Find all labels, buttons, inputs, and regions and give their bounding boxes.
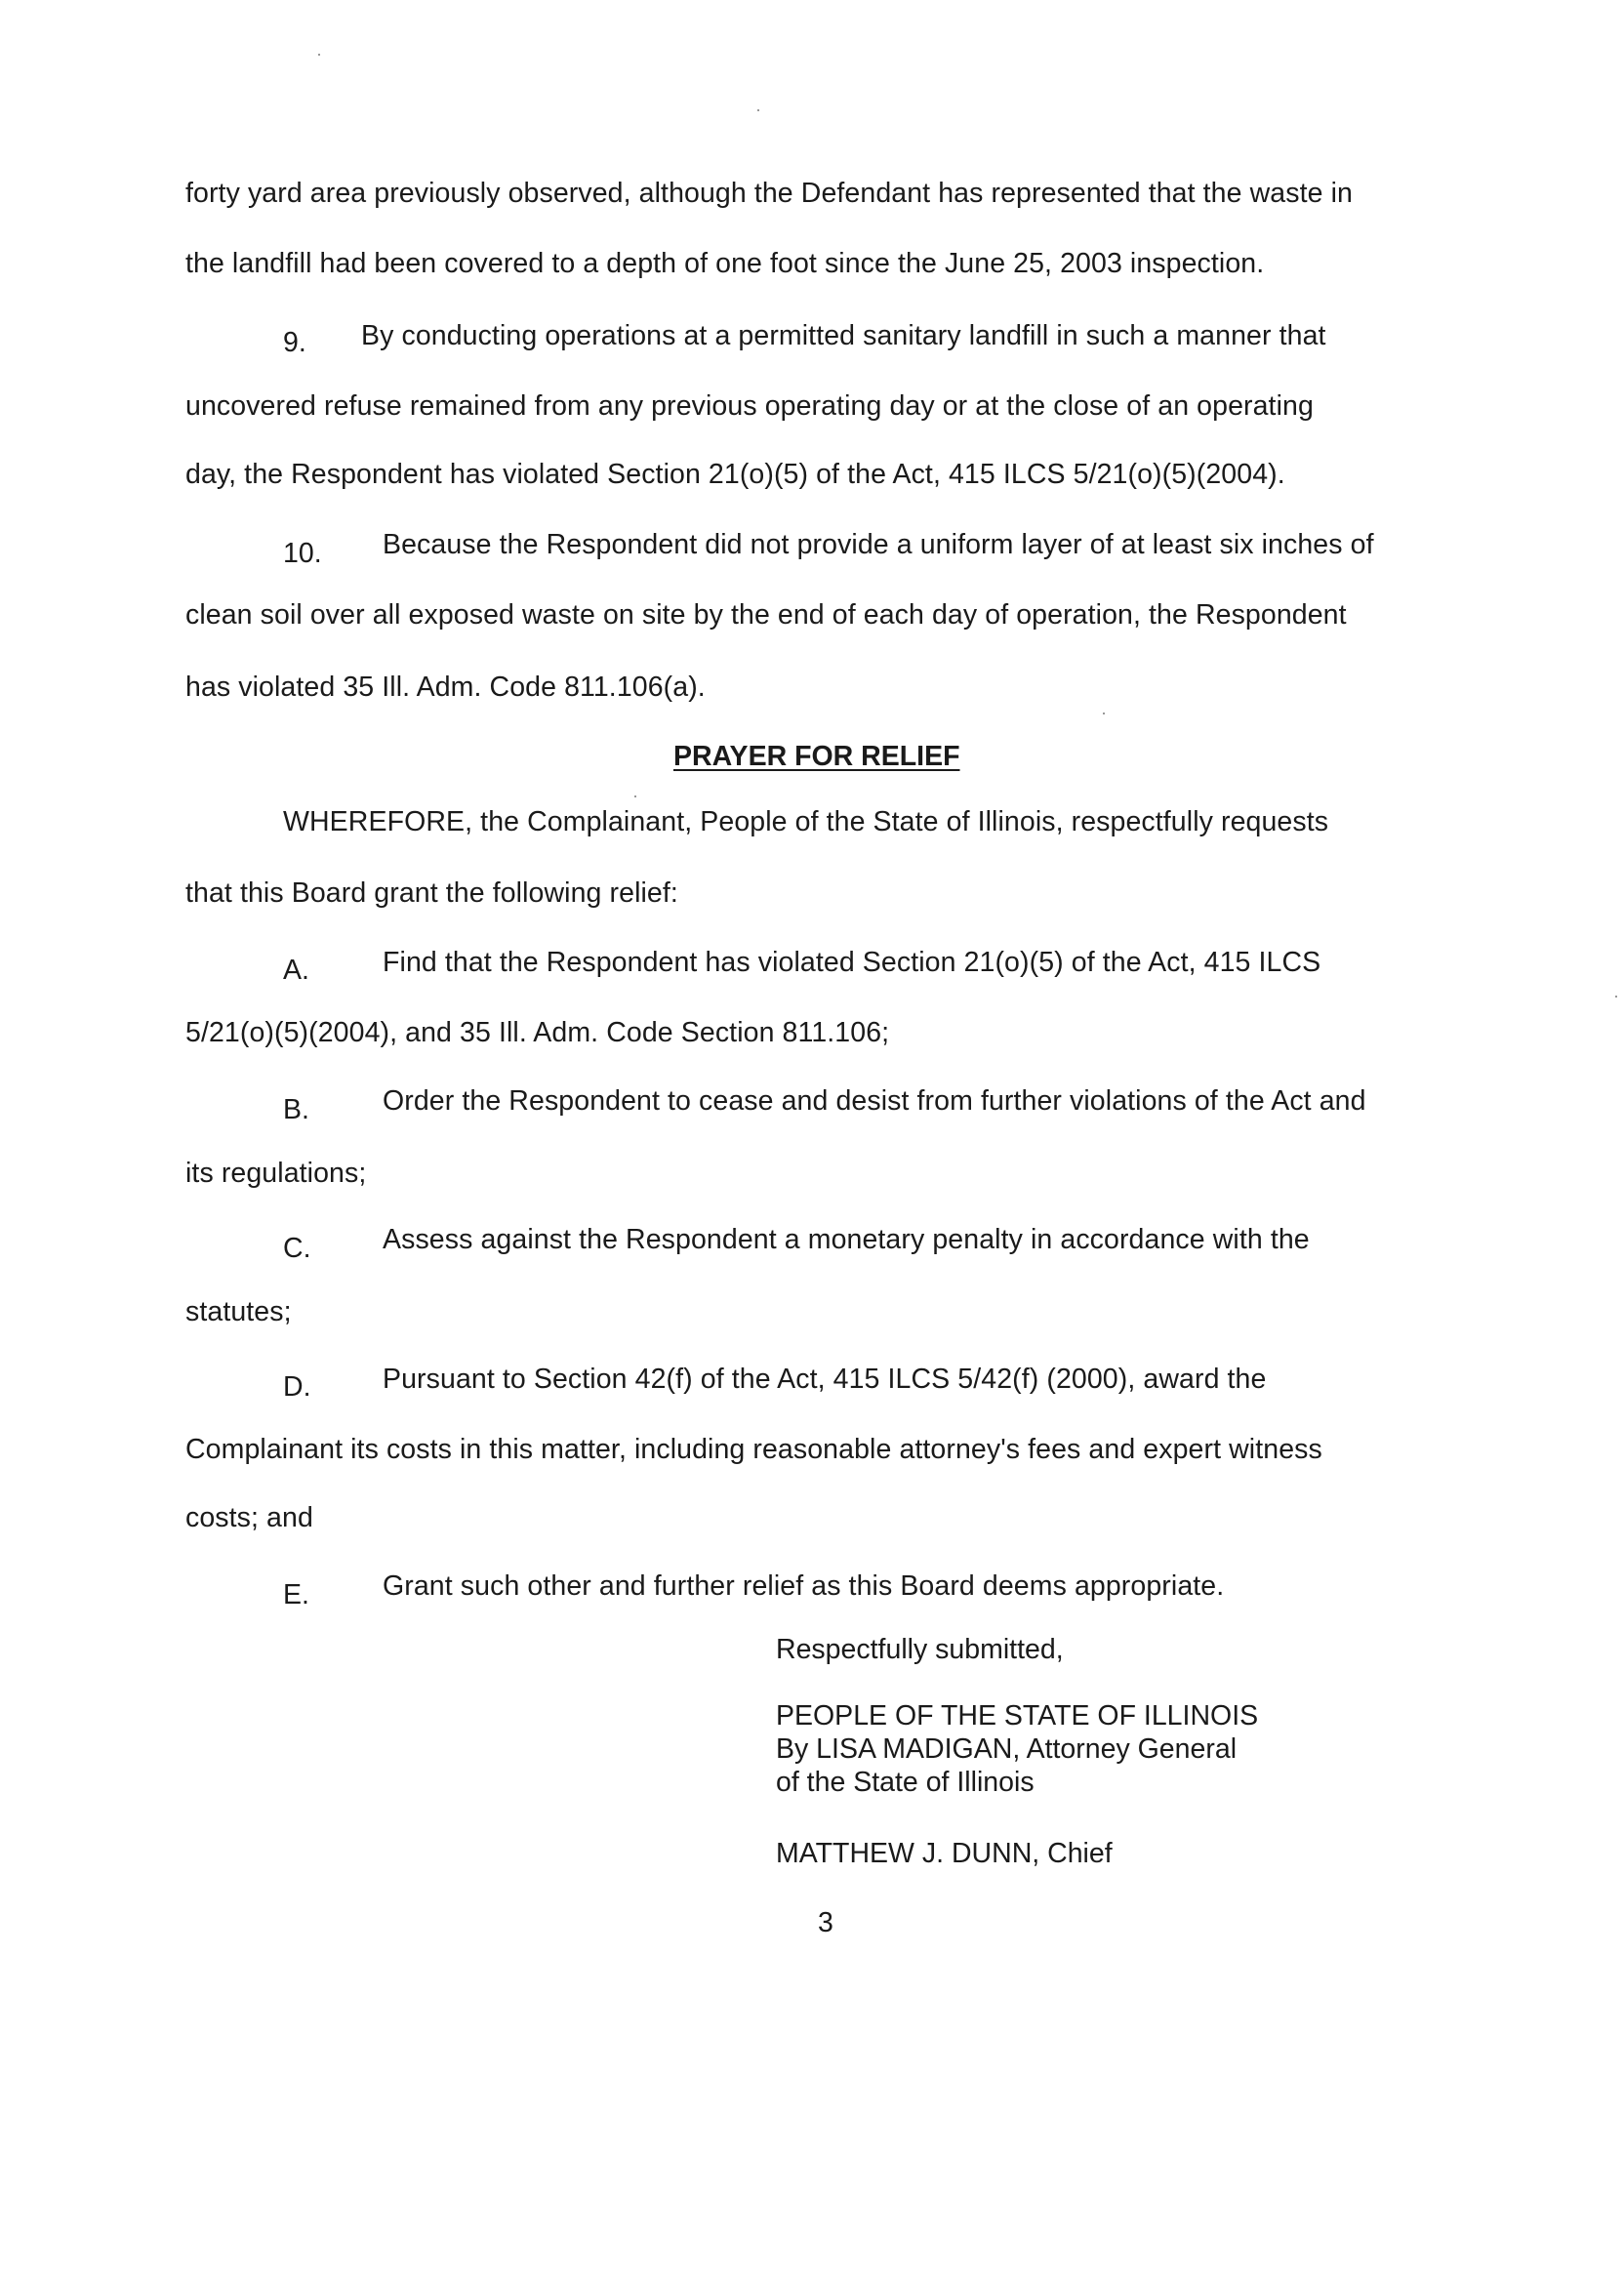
item-c-line-2: statutes; (185, 1296, 292, 1327)
wherefore-line-2: that this Board grant the following relief: (185, 877, 678, 909)
signature-closing: Respectfully submitted, (776, 1634, 1064, 1665)
item-b-letter: B. (283, 1094, 309, 1125)
para10-line-2: clean soil over all exposed waste on site by the end of each day of operation, the Respondent (185, 599, 1347, 631)
signature-party-line-2: By LISA MADIGAN, Attorney General (776, 1733, 1238, 1765)
item-b-line-1: Order the Respondent to cease and desist from further violations of the Act and (383, 1085, 1366, 1117)
item-a-letter: A. (283, 955, 309, 986)
scan-speck (634, 795, 636, 797)
item-e-letter: E. (283, 1579, 309, 1610)
para10-line-1: Because the Respondent did not provide a uniform layer of at least six inches of (383, 529, 1374, 560)
para9-line-2: uncovered refuse remained from any previous operating day or at the close of an operating (185, 390, 1314, 422)
scan-speck (1103, 713, 1105, 714)
item-a-line-2: 5/21(o)(5)(2004), and 35 Ill. Adm. Code Section 811.106; (185, 1017, 890, 1048)
wherefore-line-1: WHEREFORE, the Complainant, People of the State of Illinois, respectfully requests (283, 806, 1329, 837)
item-c-letter: C. (283, 1233, 311, 1264)
scan-speck (318, 54, 320, 56)
scan-speck (1615, 996, 1617, 998)
item-d-line-2: Complainant its costs in this matter, including reasonable attorney's fees and expert witness (185, 1434, 1322, 1465)
para8-line-2: the landfill had been covered to a depth of one foot since the June 25, 2003 inspection. (185, 248, 1265, 279)
item-a-line-1: Find that the Respondent has violated Section 21(o)(5) of the Act, 415 ILCS (383, 947, 1321, 978)
item-d-line-1: Pursuant to Section 42(f) of the Act, 415 ILCS 5/42(f) (2000), award the (383, 1364, 1267, 1395)
para10-number: 10. (283, 538, 322, 569)
para8-line-1: forty yard area previously observed, although the Defendant has represented that the waste in (185, 178, 1353, 209)
para10-line-3: has violated 35 Ill. Adm. Code 811.106(a). (185, 672, 706, 703)
para9-line-3: day, the Respondent has violated Section 21(o)(5) of the Act, 415 ILCS 5/21(o)(5)(2004). (185, 459, 1285, 490)
item-c-line-1: Assess against the Respondent a monetary penalty in accordance with the (383, 1224, 1310, 1255)
item-d-line-3: costs; and (185, 1502, 313, 1533)
para9-number: 9. (283, 327, 306, 358)
signature-party-line-1: PEOPLE OF THE STATE OF ILLINOIS (776, 1700, 1259, 1732)
signature-chief: MATTHEW J. DUNN, Chief (776, 1838, 1113, 1869)
signature-party-line-3: of the State of Illinois (776, 1767, 1035, 1798)
item-e-line-1: Grant such other and further relief as this Board deems appropriate. (383, 1570, 1225, 1602)
item-d-letter: D. (283, 1371, 311, 1403)
para9-line-1: By conducting operations at a permitted sanitary landfill in such a manner that (361, 320, 1326, 351)
prayer-for-relief-heading: PRAYER FOR RELIEF (673, 741, 960, 772)
scan-speck (757, 109, 759, 111)
item-b-line-2: its regulations; (185, 1158, 367, 1189)
page-number: 3 (818, 1907, 833, 1938)
